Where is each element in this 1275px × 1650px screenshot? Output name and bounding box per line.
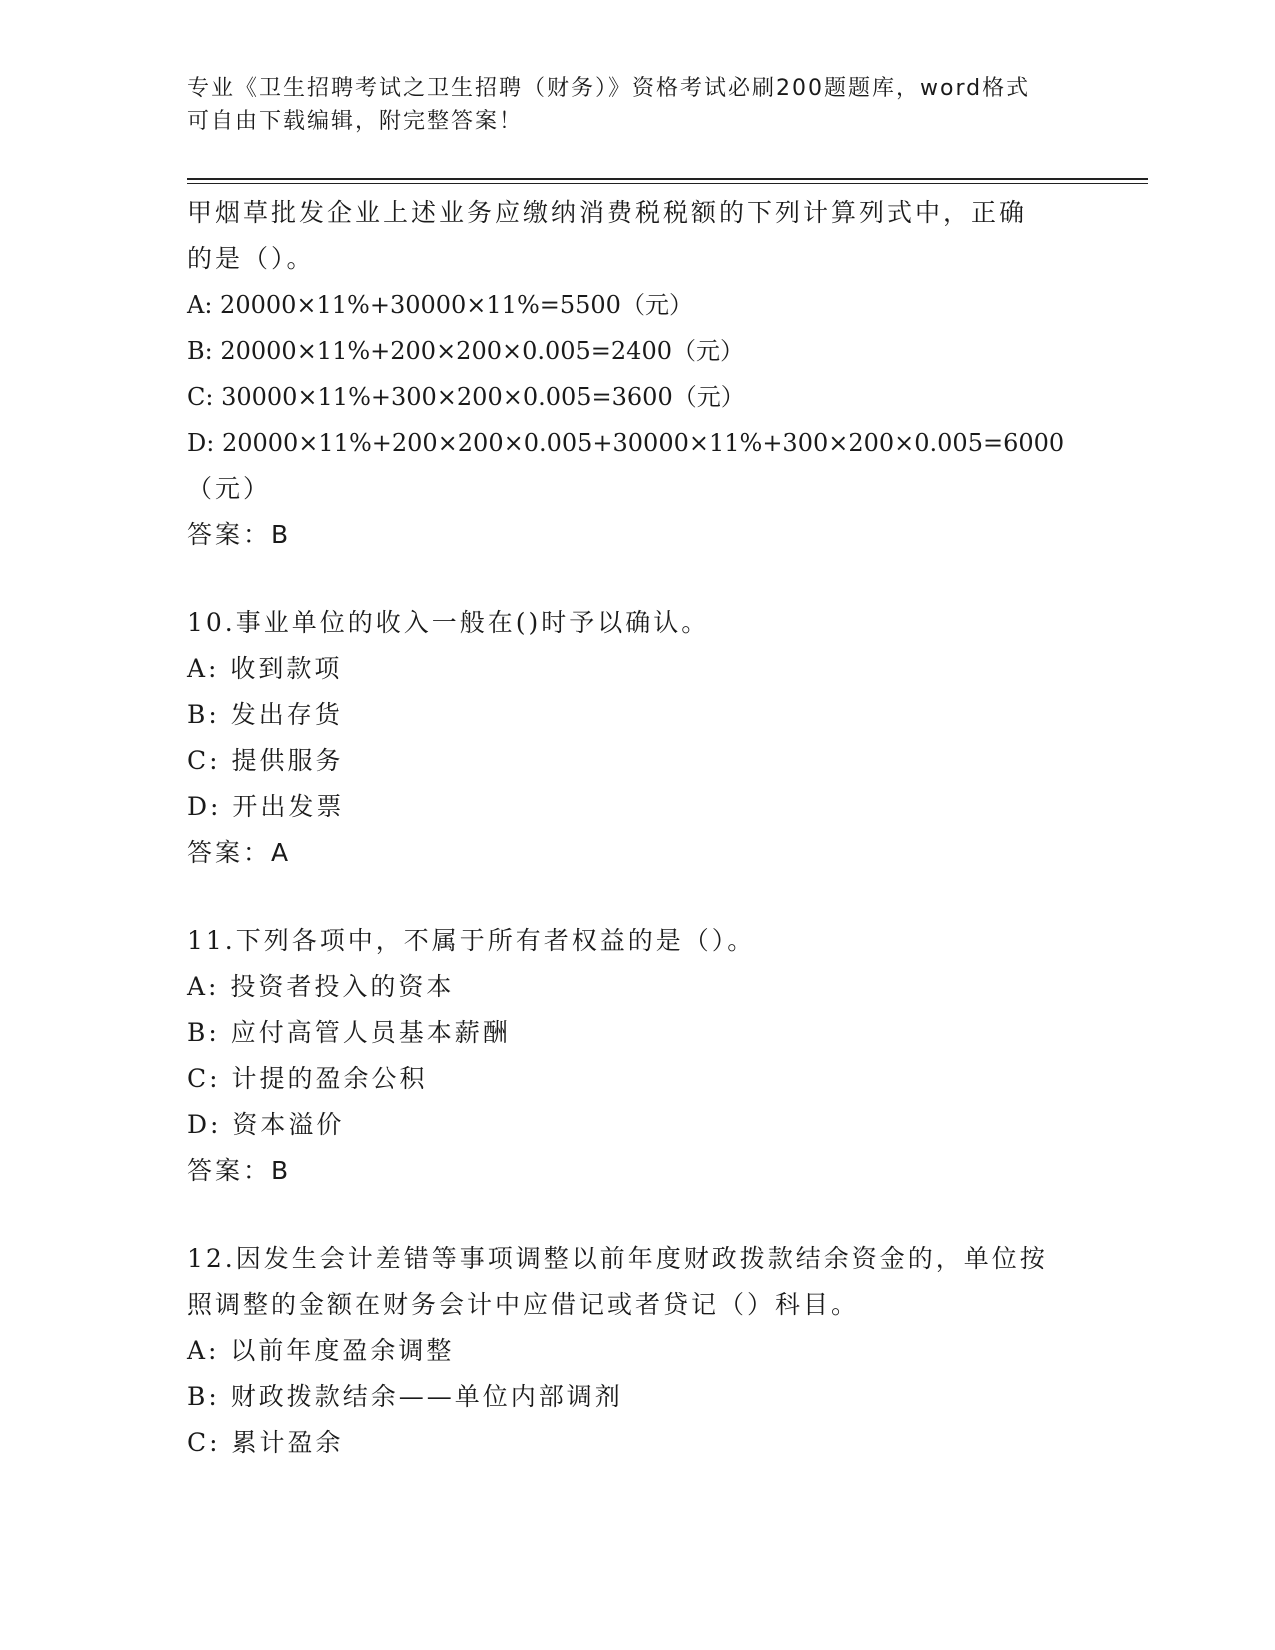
question-12-stem-line-2: 照调整的金额在财务会计中应借记或者贷记（）科目。 bbox=[187, 1290, 860, 1319]
question-spacer bbox=[187, 876, 1087, 918]
question-list bbox=[187, 190, 1087, 1466]
header-divider-thick bbox=[187, 178, 1148, 180]
header-divider-thin bbox=[187, 183, 1148, 184]
question-9-option-c: C: 30000×11%+300×200×0.005=3600（元） bbox=[187, 383, 745, 411]
question-11-option-d: D: 资本溢价 bbox=[187, 1110, 345, 1139]
question-10-answer: 答案：A bbox=[187, 838, 292, 867]
question-10-option-b: B: 发出存货 bbox=[187, 700, 343, 729]
question-10-option-c: C: 提供服务 bbox=[187, 746, 344, 775]
question-11-option-c: C: 计提的盈余公积 bbox=[187, 1064, 428, 1093]
document-header bbox=[187, 72, 1067, 138]
question-12-stem-line-1: 12.因发生会计差错等事项调整以前年度财政拨款结余资金的，单位按 bbox=[187, 1244, 1048, 1273]
question-9-option-d-continued: （元） bbox=[187, 474, 272, 503]
question-spacer bbox=[187, 1194, 1087, 1236]
question-11-option-a: A: 投资者投入的资本 bbox=[187, 972, 455, 1001]
question-9-option-a: A: 20000×11%+30000×11%=5500（元） bbox=[187, 291, 693, 319]
question-12-option-b: B: 财政拨款结余——单位内部调剂 bbox=[187, 1382, 623, 1411]
question-11-answer: 答案：B bbox=[187, 1156, 292, 1185]
question-11-option-b: B: 应付高管人员基本薪酬 bbox=[187, 1018, 511, 1047]
question-12-option-a: A: 以前年度盈余调整 bbox=[187, 1336, 455, 1365]
question-11 bbox=[187, 918, 1087, 1194]
question-11-stem: 11.下列各项中，不属于所有者权益的是（）。 bbox=[187, 926, 756, 955]
question-10 bbox=[187, 600, 1087, 876]
question-spacer bbox=[187, 558, 1087, 600]
question-9-option-b: B: 20000×11%+200×200×0.005=2400（元） bbox=[187, 337, 744, 365]
question-9-option-d: D: 20000×11%+200×200×0.005+30000×11%+300×200×0.005=6000 bbox=[187, 429, 1065, 457]
question-9-stem-line-2: 的是（）。 bbox=[187, 244, 315, 273]
question-10-option-d: D: 开出发票 bbox=[187, 792, 345, 821]
question-12-option-c: C: 累计盈余 bbox=[187, 1428, 344, 1457]
question-9-stem-line-1: 甲烟草批发企业上述业务应缴纳消费税税额的下列计算列式中，正确 bbox=[187, 198, 1028, 227]
question-10-option-a: A: 收到款项 bbox=[187, 654, 343, 683]
header-title-line-2: 可自由下载编辑，附完整答案！ bbox=[187, 109, 524, 134]
question-10-stem: 10.事业单位的收入一般在()时予以确认。 bbox=[187, 608, 710, 637]
question-9 bbox=[187, 190, 1087, 558]
question-12 bbox=[187, 1236, 1087, 1466]
question-9-answer: 答案：B bbox=[187, 520, 292, 549]
header-title-line-1: 专业《卫生招聘考试之卫生招聘（财务）》资格考试必刷200题题库，word格式 bbox=[187, 76, 1031, 101]
